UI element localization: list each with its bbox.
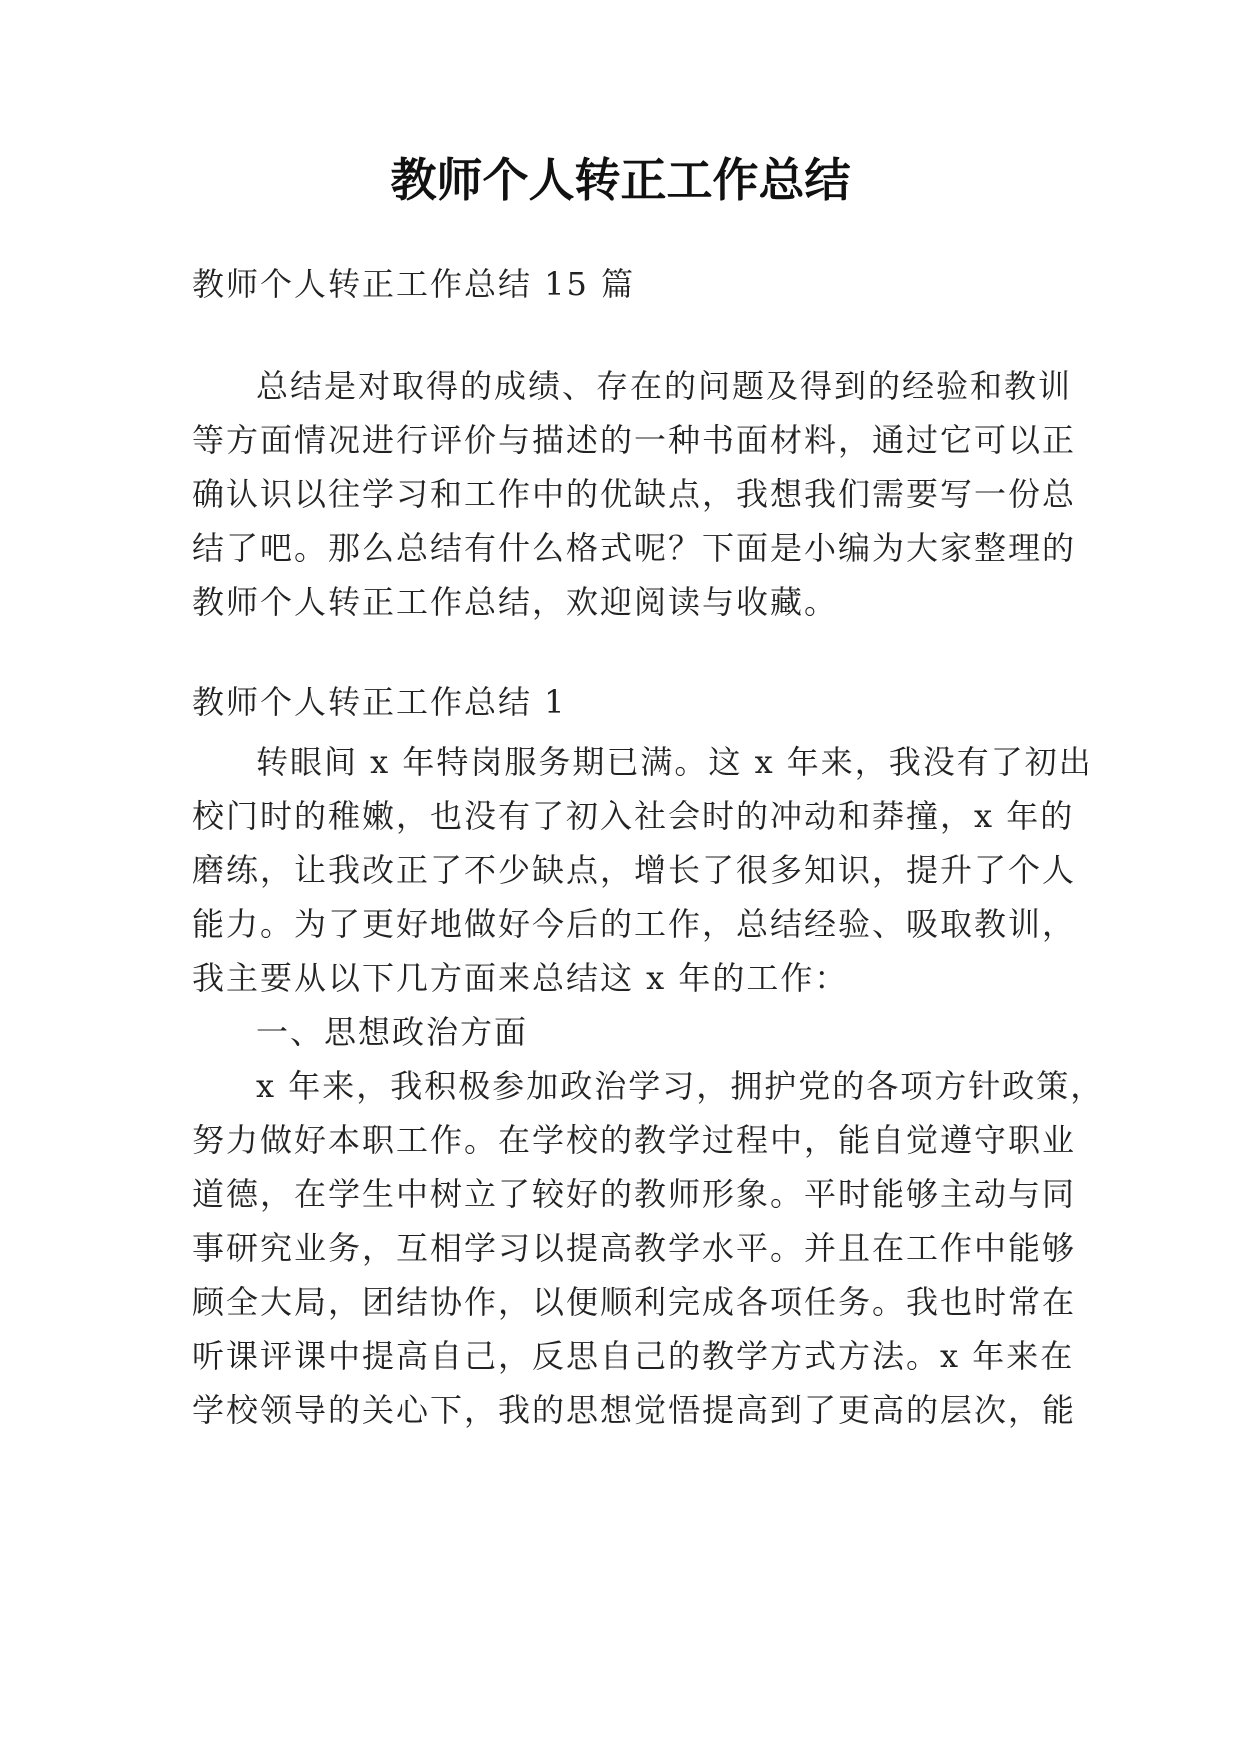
document-subtitle: 教师个人转正工作总结 15 篇 [192,265,636,303]
paragraph-line: 我主要从以下几方面来总结这 x 年的工作： [192,959,849,997]
paragraph-line: 道德，在学生中树立了较好的教师形象。平时能够主动与同 [192,1175,1077,1213]
paragraph-line: 顾全大局，团结协作，以便顺利完成各项任务。我也时常在 [192,1283,1077,1321]
section-heading: 教师个人转正工作总结 1 [192,683,567,721]
paragraph-line: 事研究业务，互相学习以提高教学水平。并且在工作中能够 [192,1229,1077,1267]
subheading: 一、思想政治方面 [256,1013,529,1051]
paragraph-line: x 年来，我积极参加政治学习，拥护党的各项方针政策， [256,1067,1105,1105]
intro-line: 确认识以往学习和工作中的优缺点，我想我们需要写一份总 [192,475,1077,513]
paragraph-line: 磨练，让我改正了不少缺点，增长了很多知识，提升了个人 [192,851,1077,889]
intro-line: 等方面情况进行评价与描述的一种书面材料，通过它可以正 [192,421,1077,459]
paragraph-line: 听课评课中提高自己，反思自己的教学方式方法。x 年来在 [192,1337,1075,1375]
document-title: 教师个人转正工作总结 [390,153,851,207]
intro-line: 总结是对取得的成绩、存在的问题及得到的经验和教训 [256,367,1073,405]
paragraph-line: 转眼间 x 年特岗服务期已满。这 x 年来，我没有了初出 [256,743,1093,781]
paragraph-line: 能力。为了更好地做好今后的工作，总结经验、吸取教训， [192,905,1077,943]
intro-line: 教师个人转正工作总结，欢迎阅读与收藏。 [192,583,839,621]
paragraph-line: 努力做好本职工作。在学校的教学过程中，能自觉遵守职业 [192,1121,1077,1159]
paragraph-line: 校门时的稚嫩，也没有了初入社会时的冲动和莽撞，x 年的 [192,797,1075,835]
paragraph-line: 学校领导的关心下，我的思想觉悟提高到了更高的层次，能 [192,1391,1077,1429]
intro-line: 结了吧。那么总结有什么格式呢？下面是小编为大家整理的 [192,529,1077,567]
